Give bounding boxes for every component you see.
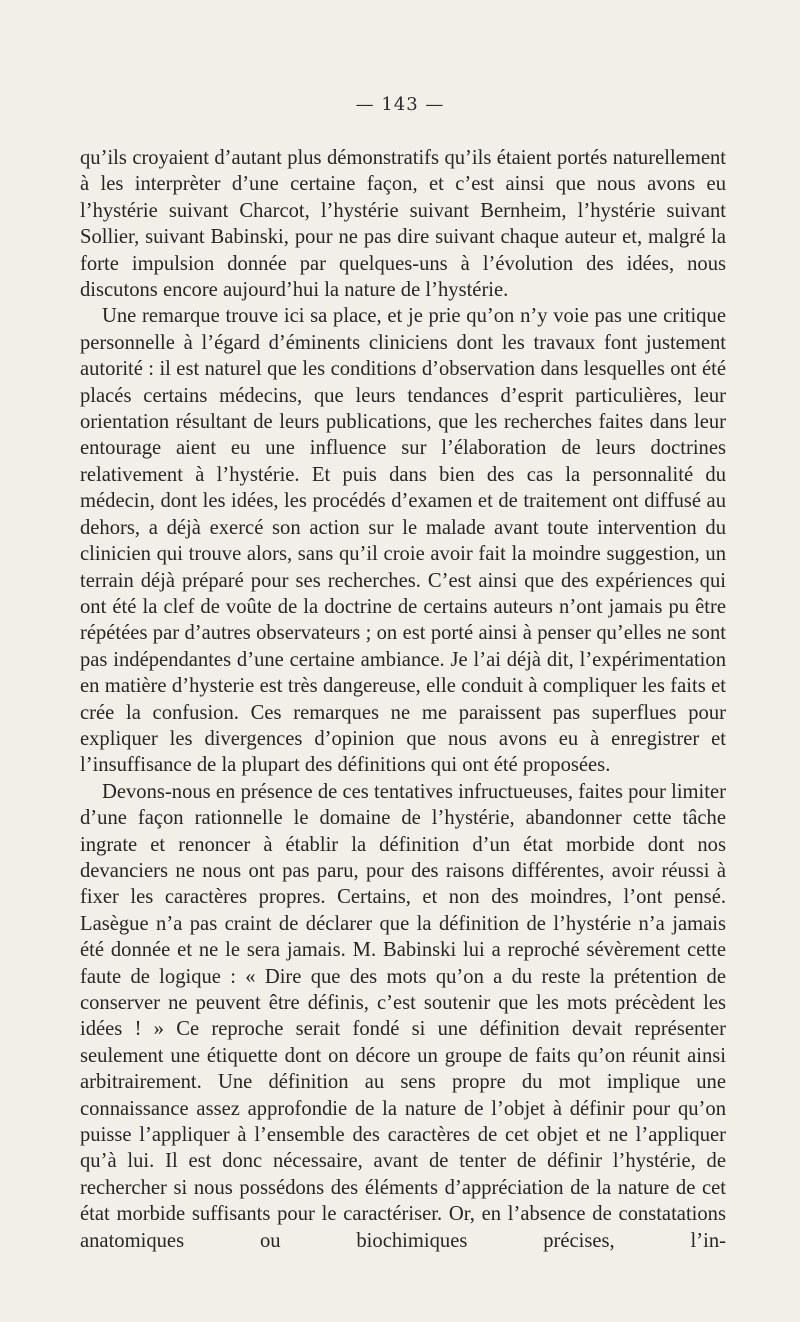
body-text [80,145,726,1254]
page-number: — 143 — [355,94,445,115]
paragraph-1: qu’ils croyaient d’autant plus démonstratifs qu’ils étaient portés naturellement à les interprèter d’une certaine façon, et c’est ainsi que nous avons eu l’hystérie suivant Charcot, l’hystérie suivant Bernheim, l’hystérie suivant Sollier, suivant Babinski, pour ne pas dire suivant chaque auteur et, malgré la forte impulsion donnée par quelques-uns à l’évolution des idées, nous discutons encore aujourd’hui la nature de l’hystérie. [80,147,726,302]
paragraph-2: Une remarque trouve ici sa place, et je prie qu’on n’y voie pas une critique personnelle à l’égard d’éminents cliniciens dont les travaux font justement autorité : il est naturel que les conditions d’observation dans lesquelles ont été placés certains médecins, que leurs tendances d’esprit particulières, leur orientation résultant de leurs publications, que les recherches faites dans leur entourage aient eu une influence sur l’élaboration de leurs doctrines relativement à l’hystérie. Et puis dans bien des cas la personnalité du médecin, dont les idées, les procédés d’examen et de traitement ont diffusé au dehors, a déjà exercé son action sur le malade avant toute intervention du clinicien qui trouve alors, sans qu’il croie avoir fait la moindre suggestion, un terrain déjà préparé pour ses recherches. C’est ainsi que des expériences qui ont été la clef de voûte de la doctrine de certains auteurs n’ont jamais pu être répétées par d’autres observateurs ; on est porté ainsi à penser qu’elles ne sont pas indépendantes d’une certaine ambiance. Je l’ai déjà dit, l’expérimentation en matière d’hysterie est très dangereuse, elle conduit à compliquer les faits et crée la confusion. Ces remarques ne me paraissent pas superflues pour expliquer les divergences d’opinion que nous avons eu à enregistrer et l’insuffisance de la plupart des définitions qui ont été proposées. [80,305,726,777]
paragraph-3: Devons-nous en présence de ces tentatives infructueuses, faites pour limiter d’une façon rationnelle le domaine de l’hystérie, abandonner cette tâche ingrate et renoncer à établir la définition d’un état morbide dont nos devanciers ne nous ont pas paru, pour des raisons différentes, avoir réussi à fixer les caractères propres. Certains, et non des moindres, l’ont pensé. Lasègue n’a pas craint de déclarer que la définition de l’hystérie n’a jamais été donnée et ne le sera jamais. M. Babinski lui a reproché sévèrement cette faute de logique : « Dire que des mots qu’on a du reste la prétention de conserver ne peuvent être définis, c’est soutenir que les mots précèdent les idées ! » Ce reproche serait fondé si une définition devait représenter seulement une étiquette dont on décore un groupe de faits qu’on réunit ainsi arbitrairement. Une définition au sens propre du mot implique une connaissance assez approfondie de la nature de l’objet à définir pour qu’on puisse l’appliquer à l’ensemble des caractères de cet objet et ne l’appliquer qu’à lui. Il est donc nécessaire, avant de tenter de définir l’hystérie, de rechercher si nous possédons des éléments d’appréciation de la nature de cet état morbide suffisants pour le caractériser. Or, en l’absence de constatations anatomiques ou biochimiques précises, l’in- [80,780,726,1252]
